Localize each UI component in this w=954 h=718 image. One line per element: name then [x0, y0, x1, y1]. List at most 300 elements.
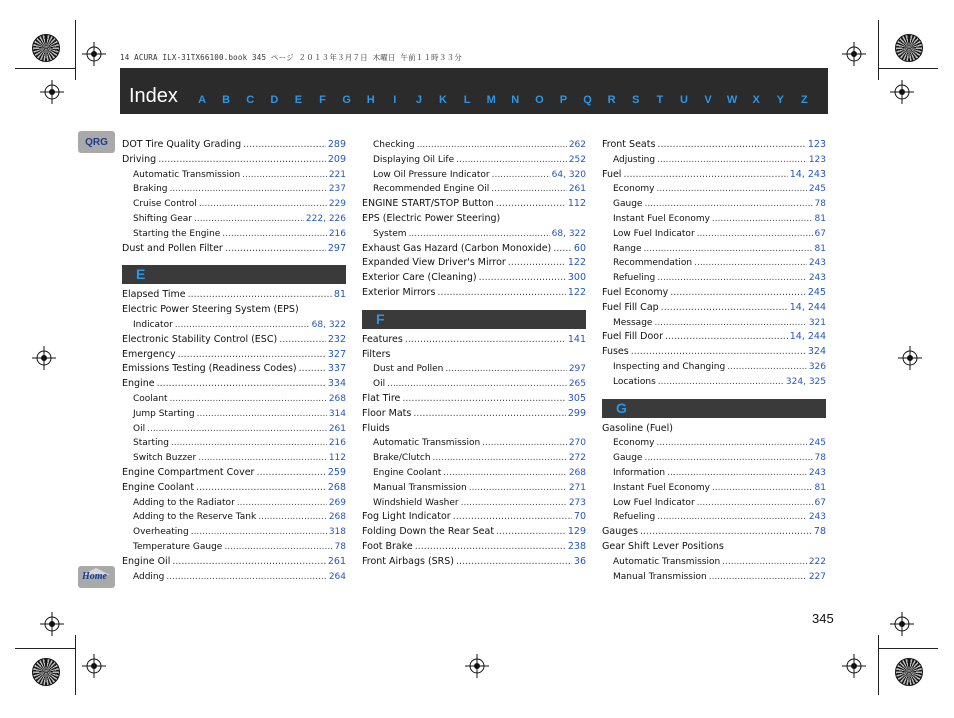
- index-subentry: [602, 316, 826, 331]
- entry-text: Filters: [362, 348, 391, 360]
- entry-text: Economy: [613, 438, 655, 449]
- letter-link-p[interactable]: P: [559, 94, 568, 106]
- page-link[interactable]: 300: [567, 272, 586, 284]
- page-link[interactable]: 269: [328, 497, 346, 508]
- page-link[interactable]: 14, 243: [789, 168, 826, 180]
- dot-leader: [644, 197, 812, 212]
- page-link[interactable]: 237: [328, 184, 346, 195]
- page-link[interactable]: 222: [808, 556, 826, 567]
- page-number: 345: [812, 611, 834, 626]
- page-title: Index: [129, 85, 178, 107]
- index-entry: [602, 301, 826, 316]
- dot-leader: [196, 481, 326, 496]
- index-subentry: [362, 138, 586, 153]
- entry-text: Brake/Clutch: [373, 453, 431, 464]
- entry-text: Gauge: [613, 453, 643, 464]
- page-link[interactable]: 78: [334, 541, 346, 552]
- page-link[interactable]: 123: [807, 139, 826, 150]
- dot-leader: [194, 212, 304, 227]
- index-entry: [602, 168, 826, 183]
- dot-leader: [657, 153, 807, 168]
- page-link[interactable]: 337: [327, 363, 346, 375]
- index-subentry: [602, 242, 826, 257]
- page-link[interactable]: 112: [328, 453, 346, 464]
- letter-link-w[interactable]: W: [726, 94, 738, 106]
- dot-leader: [492, 168, 550, 183]
- letter-link-z[interactable]: Z: [801, 94, 808, 106]
- entry-text: Oil: [133, 423, 146, 434]
- page-link[interactable]: 245: [808, 184, 826, 195]
- page-link[interactable]: 238: [567, 540, 586, 552]
- qrg-button[interactable]: QRG: [78, 131, 115, 153]
- print-meta-line: 14 ACURA ILX-31TX66100.book 345 ページ ２０１３年３月７日 木曜日 午前１１時３３分: [120, 53, 462, 62]
- dot-leader: [279, 333, 326, 348]
- page-link[interactable]: 70: [573, 511, 586, 523]
- page-link[interactable]: 272: [568, 453, 586, 464]
- page-link[interactable]: 268: [327, 481, 346, 493]
- letter-link-b[interactable]: B: [222, 94, 231, 106]
- index-subentry: [362, 182, 586, 197]
- letter-link-i[interactable]: I: [393, 94, 397, 106]
- entry-text: Overheating: [133, 527, 189, 538]
- letter-link-q[interactable]: Q: [583, 94, 592, 106]
- index-subentry: [362, 377, 586, 392]
- dot-leader: [256, 466, 325, 481]
- page-link[interactable]: 265: [568, 379, 586, 390]
- page-link[interactable]: 232: [327, 333, 346, 345]
- page-link[interactable]: 289: [327, 139, 346, 150]
- index-subentry: [362, 481, 586, 496]
- index-entry: [362, 197, 586, 212]
- crop-mark: [75, 635, 76, 695]
- crop-mark: [878, 68, 938, 69]
- dot-leader: [491, 182, 567, 197]
- dot-leader: [175, 318, 310, 333]
- page-link[interactable]: 268: [328, 393, 346, 404]
- index-entry: [122, 303, 346, 318]
- page-link[interactable]: 327: [327, 348, 346, 360]
- dot-leader: [222, 227, 327, 242]
- registration-mark-icon: [898, 346, 922, 370]
- page-link[interactable]: 14, 244: [789, 331, 826, 343]
- index-subentry: [602, 510, 826, 525]
- entry-text: Exterior Care (Cleaning): [362, 272, 477, 284]
- dot-leader: [242, 168, 327, 183]
- letter-link-v[interactable]: V: [704, 94, 712, 106]
- dot-leader: [158, 153, 326, 168]
- registration-mark-icon: [890, 80, 914, 104]
- letter-link-f[interactable]: F: [319, 94, 326, 106]
- page-link[interactable]: 141: [567, 333, 586, 345]
- index-subentry: [602, 555, 826, 570]
- dot-leader: [656, 436, 806, 451]
- page-link[interactable]: 261: [328, 423, 346, 434]
- dot-leader: [694, 256, 807, 271]
- page-link[interactable]: 78: [813, 526, 826, 538]
- dot-leader: [496, 525, 566, 540]
- entry-text: Low Fuel Indicator: [613, 228, 695, 239]
- color-dial-icon: [895, 658, 923, 686]
- entry-text: Electric Power Steering System (EPS): [122, 304, 299, 316]
- index-subentry: [122, 525, 346, 540]
- letter-link-j[interactable]: J: [415, 94, 422, 106]
- page-link[interactable]: 81: [814, 482, 826, 493]
- dot-leader: [224, 540, 332, 555]
- registration-mark-icon: [465, 654, 489, 678]
- page-link[interactable]: 129: [567, 526, 586, 538]
- dot-leader: [722, 555, 807, 570]
- dot-leader: [170, 182, 327, 197]
- index-entry: [362, 510, 586, 525]
- crop-mark: [878, 20, 879, 80]
- registration-mark-icon: [842, 654, 866, 678]
- dot-leader: [553, 242, 572, 257]
- index-entry: [122, 377, 346, 392]
- page-link[interactable]: 243: [808, 512, 826, 523]
- page-link[interactable]: 78: [814, 199, 826, 210]
- page-link[interactable]: 81: [814, 243, 826, 254]
- page-link[interactable]: 334: [327, 378, 346, 390]
- page-link[interactable]: 81: [814, 213, 826, 224]
- dot-leader: [665, 330, 788, 345]
- dot-leader: [258, 510, 327, 525]
- page-link[interactable]: 299: [567, 407, 586, 419]
- index-subentry: [362, 153, 586, 168]
- index-subentry: [602, 227, 826, 242]
- index-entry: [362, 242, 586, 257]
- page-link[interactable]: 243: [808, 273, 826, 284]
- index-subentry: [122, 212, 346, 227]
- dot-leader: [409, 227, 550, 242]
- entry-text: Coolant: [133, 393, 168, 404]
- index-subentry: [122, 496, 346, 511]
- page-link[interactable]: 243: [808, 467, 826, 478]
- color-dial-icon: [32, 34, 60, 62]
- registration-mark-icon: [32, 346, 56, 370]
- page-link[interactable]: 60: [573, 242, 586, 254]
- dot-leader: [656, 182, 806, 197]
- letter-link-h[interactable]: H: [366, 94, 375, 106]
- entry-text: Fluids: [362, 422, 390, 434]
- page-link[interactable]: 305: [567, 392, 586, 404]
- letter-link-s[interactable]: S: [632, 94, 640, 106]
- page-link[interactable]: 229: [328, 199, 346, 210]
- entry-text: Instant Fuel Economy: [613, 482, 710, 493]
- page-link[interactable]: 245: [808, 438, 826, 449]
- dot-leader: [387, 377, 567, 392]
- dot-leader: [188, 288, 332, 303]
- index-subentry: [362, 362, 586, 377]
- index-subentry: [122, 407, 346, 422]
- entry-text: Engine Coolant: [122, 481, 195, 493]
- page-link[interactable]: 268: [568, 467, 586, 478]
- index-entry: [122, 333, 346, 348]
- entry-text: Checking: [373, 140, 415, 150]
- entry-text: Adding to the Reserve Tank: [133, 512, 257, 523]
- page-link[interactable]: 297: [568, 364, 586, 375]
- dot-leader: [402, 392, 565, 407]
- index-entry: [362, 333, 586, 348]
- index-subentry: [122, 570, 346, 585]
- index-subentry: [602, 182, 826, 197]
- entry-text: Oil: [373, 379, 386, 390]
- page-link[interactable]: 326: [808, 361, 826, 372]
- dot-leader: [198, 451, 327, 466]
- page-link[interactable]: 227: [808, 571, 826, 582]
- page-link[interactable]: 123: [808, 154, 826, 165]
- letter-link-u[interactable]: U: [679, 94, 688, 106]
- entry-text: Message: [613, 317, 653, 328]
- letter-link-a[interactable]: A: [198, 94, 207, 106]
- dot-leader: [657, 510, 807, 525]
- page-link[interactable]: 68, 322: [311, 319, 346, 330]
- page-link[interactable]: 268: [328, 512, 346, 523]
- entry-text: Fuel: [602, 168, 622, 180]
- index-subentry: [122, 540, 346, 555]
- entry-text: Fog Light Indicator: [362, 511, 451, 523]
- page-link[interactable]: 252: [568, 154, 586, 165]
- letter-link-y[interactable]: Y: [776, 94, 784, 106]
- dot-leader: [644, 242, 813, 257]
- dot-leader: [170, 392, 327, 407]
- entry-text: Windshield Washer: [373, 497, 459, 508]
- letter-link-l[interactable]: L: [463, 94, 471, 106]
- dot-leader: [237, 496, 327, 511]
- index-entry: [362, 286, 586, 301]
- letter-link-m[interactable]: M: [486, 94, 496, 106]
- index-subentry: [362, 436, 586, 451]
- index-subentry: [362, 496, 586, 511]
- page-link[interactable]: 259: [327, 466, 346, 478]
- dot-leader: [479, 271, 566, 286]
- dot-leader: [623, 168, 787, 183]
- index-subentry: [602, 256, 826, 271]
- entry-text: Expanded View Driver's Mirror: [362, 257, 506, 269]
- page-link[interactable]: 297: [327, 242, 346, 254]
- color-dial-icon: [32, 658, 60, 686]
- entry-text: Locations: [613, 376, 656, 387]
- letter-link-x[interactable]: X: [752, 94, 760, 106]
- page-link[interactable]: 270: [568, 438, 586, 449]
- page-link[interactable]: 262: [568, 140, 586, 150]
- entry-text: Elapsed Time: [122, 289, 186, 301]
- page-link[interactable]: 273: [568, 497, 586, 508]
- entry-text: Switch Buzzer: [133, 453, 197, 464]
- index-subentry: [362, 451, 586, 466]
- index-entry: [362, 422, 586, 437]
- letter-link-r[interactable]: R: [607, 94, 616, 106]
- entry-text: Driving: [122, 153, 157, 165]
- index-entry: [602, 540, 826, 555]
- dot-leader: [661, 301, 788, 316]
- dot-leader: [667, 466, 807, 481]
- dot-leader: [456, 153, 567, 168]
- registration-mark-icon: [40, 80, 64, 104]
- index-entry: [122, 362, 346, 377]
- entry-text: Floor Mats: [362, 407, 412, 419]
- entry-text: Front Seats: [602, 139, 656, 150]
- page-link[interactable]: 324: [807, 346, 826, 358]
- letter-link-n[interactable]: N: [511, 94, 520, 106]
- entry-text: Instant Fuel Economy: [613, 213, 710, 224]
- section-letter: F: [376, 310, 385, 327]
- page-link[interactable]: 36: [573, 555, 586, 567]
- page-link[interactable]: 318: [328, 527, 346, 538]
- entry-text: Inspecting and Changing: [613, 361, 726, 372]
- entry-text: Shifting Gear: [133, 213, 192, 224]
- entry-text: Emissions Testing (Readiness Codes): [122, 363, 297, 375]
- index-subentry: [122, 182, 346, 197]
- entry-text: Automatic Transmission: [373, 438, 481, 449]
- crop-mark: [878, 648, 938, 649]
- index-entry: [122, 481, 346, 496]
- page-link[interactable]: 122: [567, 286, 586, 298]
- page-link[interactable]: 112: [567, 198, 586, 210]
- letter-link-g[interactable]: G: [342, 94, 351, 106]
- page-link[interactable]: 314: [328, 408, 346, 419]
- letter-link-e[interactable]: E: [294, 94, 303, 106]
- index-subentry: [602, 271, 826, 286]
- crop-mark: [15, 68, 75, 69]
- page-link[interactable]: 81: [333, 289, 346, 301]
- dot-leader: [697, 496, 813, 511]
- dot-leader: [657, 138, 805, 153]
- entry-text: Gear Shift Lever Positions: [602, 540, 724, 552]
- entry-text: Refueling: [613, 273, 656, 284]
- entry-text: Temperature Gauge: [133, 541, 223, 552]
- entry-text: Jump Starting: [133, 408, 195, 419]
- dot-leader: [697, 227, 813, 242]
- entry-text: Engine Coolant: [373, 467, 442, 478]
- section-letter: E: [136, 266, 146, 283]
- index-entry: [602, 525, 826, 540]
- index-subentry: [602, 197, 826, 212]
- entry-text: Starting the Engine: [133, 228, 221, 239]
- index-subentry: [602, 375, 826, 390]
- page-link[interactable]: 216: [328, 228, 346, 239]
- index-subentry: [122, 318, 346, 333]
- letter-link-d[interactable]: D: [270, 94, 279, 106]
- page-link[interactable]: 67: [814, 228, 826, 239]
- letter-link-k[interactable]: K: [439, 94, 447, 106]
- letter-link-c[interactable]: C: [246, 94, 255, 106]
- entry-text: Fuses: [602, 346, 629, 358]
- index-subentry: [602, 360, 826, 375]
- page-link[interactable]: 14, 244: [789, 301, 826, 313]
- entry-text: Fuel Economy: [602, 286, 669, 298]
- dot-leader: [225, 242, 326, 257]
- home-label: Home: [82, 571, 107, 582]
- entry-text: Gauges: [602, 526, 639, 538]
- entry-text: Refueling: [613, 512, 656, 523]
- entry-text: Low Oil Pressure Indicator: [373, 169, 490, 180]
- page-link[interactable]: 68, 322: [551, 228, 586, 239]
- entry-text: EPS (Electric Power Steering): [362, 212, 501, 224]
- dot-leader: [437, 286, 565, 301]
- index-entry: [362, 407, 586, 422]
- index-subentry: [122, 422, 346, 437]
- dot-leader: [191, 525, 327, 540]
- letter-link-t[interactable]: T: [656, 94, 664, 106]
- page-link[interactable]: 209: [327, 153, 346, 165]
- page-link[interactable]: 67: [814, 497, 826, 508]
- page-link[interactable]: 221: [328, 169, 346, 180]
- entry-text: Displaying Oil Life: [373, 154, 455, 165]
- index-subentry: [122, 510, 346, 525]
- entry-text: DOT Tire Quality Grading: [122, 139, 242, 150]
- entry-text: Fuel Fill Door: [602, 331, 664, 343]
- index-entry: [122, 153, 346, 168]
- page-link[interactable]: 261: [327, 555, 346, 567]
- page-link[interactable]: 243: [808, 258, 826, 269]
- entry-text: Manual Transmission: [613, 571, 707, 582]
- dot-leader: [453, 510, 572, 525]
- entry-text: Adding to the Radiator: [133, 497, 235, 508]
- home-button[interactable]: [78, 566, 115, 588]
- dot-leader: [172, 555, 326, 570]
- entry-text: Cruise Control: [133, 199, 197, 210]
- index-subentry: [602, 466, 826, 481]
- dot-leader: [405, 333, 566, 348]
- page-link[interactable]: 216: [328, 438, 346, 449]
- index-subentry: [362, 168, 586, 183]
- entry-text: Gasoline (Fuel): [602, 422, 673, 434]
- index-subentry: [602, 451, 826, 466]
- entry-text: Starting: [133, 438, 169, 449]
- letter-link-o[interactable]: O: [535, 94, 544, 106]
- entry-text: Exterior Mirrors: [362, 286, 436, 298]
- section-heading: [362, 310, 586, 329]
- dot-leader: [670, 286, 806, 301]
- index-subentry: [602, 436, 826, 451]
- entry-text: Automatic Transmission: [613, 556, 721, 567]
- dot-leader: [413, 407, 566, 422]
- page-link[interactable]: 261: [568, 184, 586, 195]
- entry-text: Features: [362, 333, 403, 345]
- page-link[interactable]: 264: [328, 571, 346, 582]
- index-entry: [362, 525, 586, 540]
- page-link[interactable]: 64, 320: [551, 169, 586, 180]
- index-entry: [122, 242, 346, 257]
- dot-leader: [456, 555, 572, 570]
- index-subentry: [602, 481, 826, 496]
- page-link[interactable]: 271: [568, 482, 586, 493]
- page-link[interactable]: 321: [808, 317, 826, 328]
- index-header: [120, 68, 828, 114]
- index-subentry: [362, 227, 586, 242]
- index-subentry: [362, 466, 586, 481]
- index-subentry: [122, 197, 346, 212]
- dot-leader: [712, 212, 813, 227]
- dot-leader: [657, 271, 807, 286]
- index-entry: [362, 540, 586, 555]
- color-dial-icon: [895, 34, 923, 62]
- dot-leader: [482, 436, 567, 451]
- index-entry: [362, 271, 586, 286]
- entry-text: Indicator: [133, 319, 173, 330]
- index-entry: [362, 392, 586, 407]
- page-link[interactable]: 222, 226: [305, 213, 346, 224]
- entry-text: Adjusting: [613, 154, 656, 165]
- dot-leader: [654, 316, 806, 331]
- dot-leader: [658, 375, 784, 390]
- page-link[interactable]: 122: [567, 257, 586, 269]
- page-link[interactable]: 78: [814, 453, 826, 464]
- index-entry: [362, 555, 586, 570]
- crop-mark: [878, 635, 879, 695]
- page-link[interactable]: 245: [807, 286, 826, 298]
- page-link[interactable]: 324, 325: [785, 376, 826, 387]
